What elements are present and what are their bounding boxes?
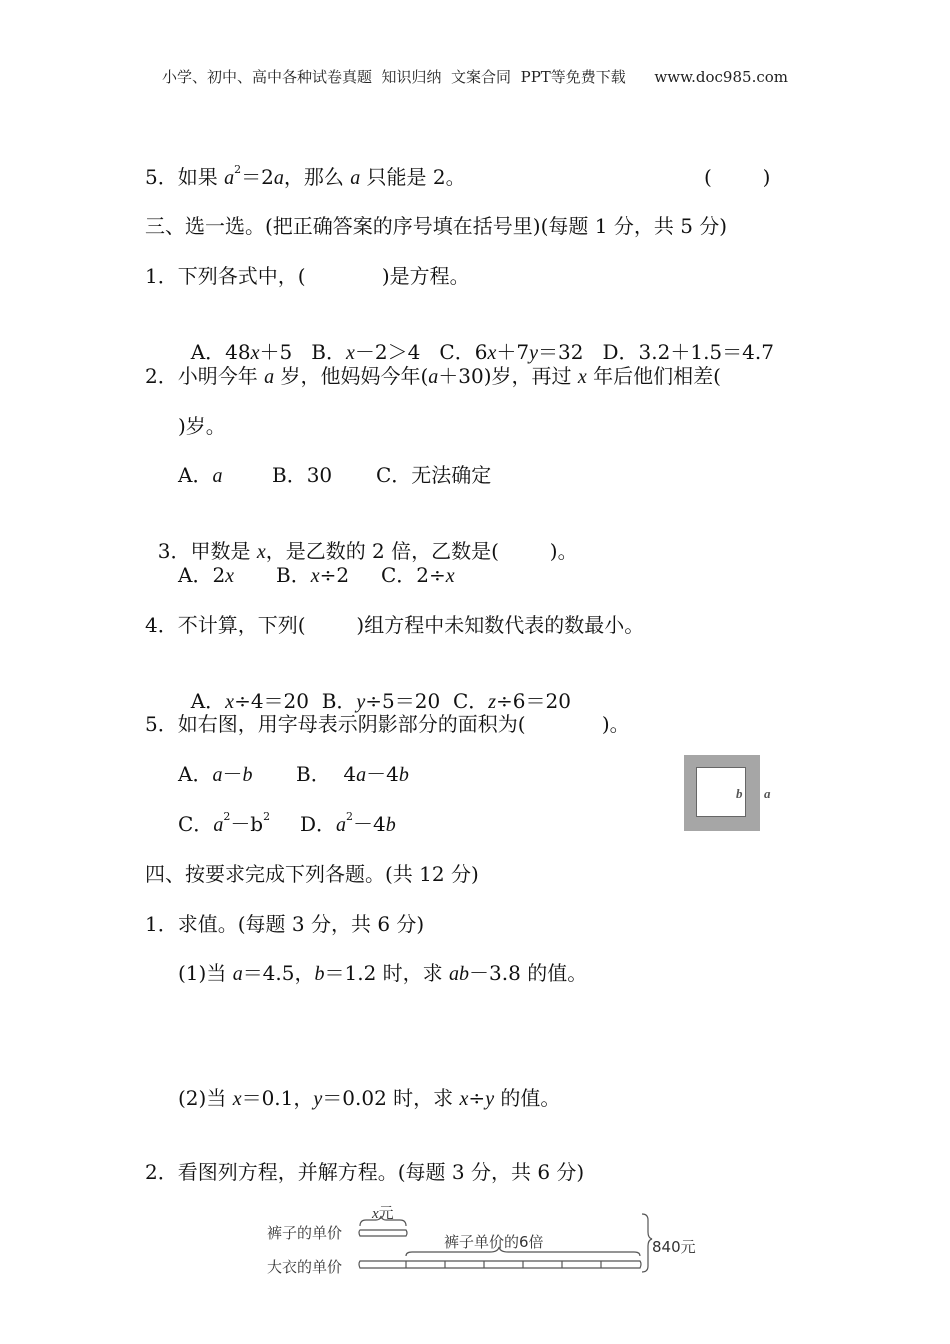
diagram-label-coat: 大衣的单价 [267,1258,343,1276]
shaded-square-figure [684,755,760,831]
q5-opt-a [178,761,252,788]
diagram-label-total: 840元 [652,1238,696,1256]
q-text: －3.8 的值。 [469,961,588,985]
var: x [459,1088,469,1110]
q-text: (1)当 [178,961,233,985]
q2-opt-c: C．无法确定 [376,463,492,487]
q2-opt-a [178,462,222,489]
var: a [224,167,235,189]
answer-paren[interactable]: ( ) [704,165,771,189]
exponent: 2 [223,810,231,824]
q-text: (2)当 [178,1086,233,1110]
q1-stem: 1．下列各式中，( )是方程。 [145,264,470,288]
q2-stem [145,363,721,390]
exponent: 2 [346,810,354,824]
var: a [212,465,223,487]
var: y [313,1088,323,1110]
var: x [232,1088,242,1110]
total-brace [642,1214,652,1272]
var: a [264,366,275,388]
var: b [242,764,253,786]
x-brace [360,1216,406,1226]
opt-text: －4 [366,762,399,786]
var: x [372,1206,379,1222]
var: x [250,342,260,364]
q3-stem [145,512,578,565]
opt-text: ＋7 [496,340,530,364]
judge-q5 [145,164,466,191]
q5-opt-d [300,811,396,838]
q-text: 只能是 2。 [360,165,466,189]
var: y [485,1088,495,1110]
p2-title: 2．看图列方程，并解方程。(每题 3 分，共 6 分) [145,1160,585,1184]
q-text: 5．如果 [145,165,225,189]
exponent: 2 [263,810,271,824]
opt-text: －4 [353,812,386,836]
q4-stem: 4．不计算，下列( )组方程中未知数代表的数最小。 [145,613,645,637]
var: x [225,565,235,587]
var: z [488,691,497,713]
q3-opt-a [178,562,234,589]
p1-sub1 [178,960,587,987]
q-text: ＝1.2 时，求 [324,961,450,985]
var: b [314,963,325,985]
var: a [336,814,347,836]
diagram-label-pants: 裤子的单价 [267,1224,343,1242]
opt-text: A． [178,463,213,487]
p1-title: 1．求值。(每题 3 分，共 6 分) [145,912,425,936]
coat-ticks [406,1261,601,1268]
section-4-title: 四、按要求完成下列各题。(共 12 分) [145,862,479,886]
segment-diagram [350,1206,655,1278]
opt-text: ÷4＝20 B． [234,689,357,713]
q-text: ÷ [468,1086,486,1110]
opt-text: A．48 [190,340,251,364]
unit: 元 [378,1204,394,1222]
page-header: 小学、初中、高中各种试卷真题 知识归纳 文案合同 PPT等免费下载 www.doc985.com [161,68,788,86]
opt-text: C．2÷ [381,563,446,587]
q3-opt-b [276,562,349,589]
q5-opt-b [296,761,409,788]
var: y [356,691,366,713]
q-text: ＋30)岁，再过 [438,364,578,388]
var: x [225,691,235,713]
section-3-title: 三、选一选。(把正确答案的序号填在括号里)(每题 1 分，共 5 分) [145,214,728,238]
var: a [428,366,439,388]
six-times-brace [406,1247,640,1256]
q5-opt-c [178,811,270,838]
var: a [350,167,361,189]
q1-options [178,313,774,366]
q2-opt-b: B．30 [272,463,333,487]
p1-sub2 [178,1085,560,1112]
figure-label-a: a [764,786,771,801]
var: ab [449,963,470,985]
q3-opt-c [381,562,455,589]
var: a [212,764,223,786]
opt-text: A．2 [178,563,226,587]
var: x [487,342,497,364]
q4-options [178,662,571,715]
opt-text: A． [190,689,226,713]
opt-text: ÷5＝20 C． [365,689,489,713]
opt-text: A． [178,762,213,786]
opt-text: ÷6＝20 [496,689,571,713]
var: a [213,814,224,836]
q5-stem: 5．如右图，用字母表示阴影部分的面积为( )。 [145,712,630,736]
exponent: 2 [234,163,242,177]
q-text: 年后他们相差( [586,364,721,388]
var: x [310,565,320,587]
var: y [529,342,538,364]
var: b [385,814,396,836]
opt-text: D． [300,812,337,836]
q-text: 岁，他妈妈今年( [274,364,429,388]
diagram-label-six-times: 裤子单价的6倍 [444,1233,544,1251]
q2-stem-cont: )岁。 [178,414,226,438]
coat-bar [359,1261,641,1268]
opt-text: B． 4 [296,762,357,786]
q-text: ＝2 [241,165,274,189]
var: x [577,366,587,388]
opt-text: B． [276,563,311,587]
q-text: 的值。 [494,1086,561,1110]
opt-text: ＋5 B． [259,340,347,364]
figure-label-b: b [736,786,743,801]
var: x [256,541,266,563]
q-text: ＝0.02 时，求 [322,1086,460,1110]
opt-text: ＝32 D．3.2＋1.5＝4.7 [537,340,774,364]
var: a [232,963,243,985]
q-text: ，是乙数的 2 倍，乙数是( )。 [265,539,578,563]
opt-text: － [222,762,243,786]
opt-text: －b [230,812,264,836]
opt-text: ÷2 [319,563,350,587]
opt-text: －2＞4 C．6 [354,340,488,364]
q-text: 3．甲数是 [157,539,257,563]
var: a [273,167,284,189]
pants-bar [359,1230,407,1236]
q-text: 2．小明今年 [145,364,265,388]
var: x [445,565,455,587]
q-text: ，那么 [283,165,351,189]
var: a [356,764,367,786]
opt-text: C． [178,812,214,836]
var: x [346,342,355,364]
q-text: ＝0.1， [241,1086,314,1110]
var: b [398,764,409,786]
q-text: ＝4.5， [242,961,315,985]
